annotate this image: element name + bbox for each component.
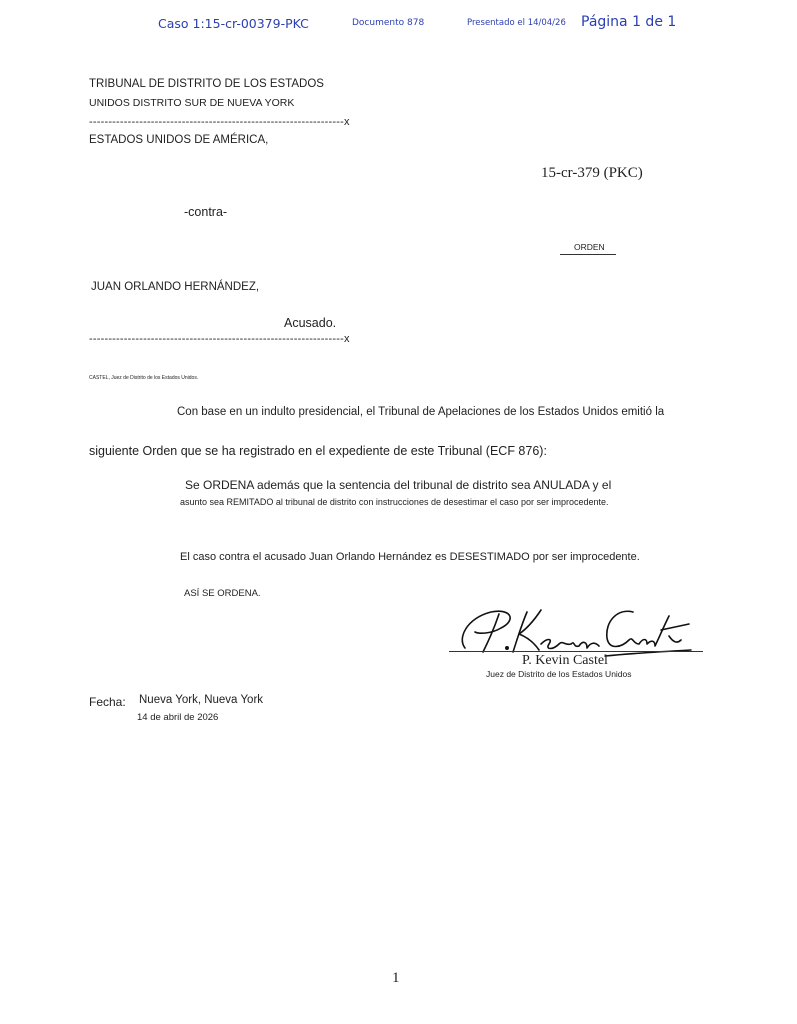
signature-line [449, 651, 703, 652]
case-number: 15-cr-379 (PKC) [541, 165, 643, 181]
dismissal-paragraph: El caso contra el acusado Juan Orlando Hernández es DESESTIMADO por ser improcedente. [180, 551, 640, 563]
versus-label: -contra- [184, 205, 228, 219]
court-name-line-1: TRIBUNAL DE DISTRITO DE LOS ESTADOS [89, 78, 324, 90]
judge-attribution: CASTEL, Juez de Distrito de los Estados Unidos. [89, 375, 199, 381]
document-number-header: Documento 878 [352, 18, 425, 28]
filed-date-header: Presentado el 14/04/26 [467, 18, 566, 28]
document-type: ORDEN [574, 242, 605, 252]
court-name-line-2: UNIDOS DISTRITO SUR DE NUEVA YORK [89, 97, 295, 109]
quoted-order-line-1: Se ORDENA además que la sentencia del tribunal de distrito sea ANULADA y el [185, 478, 612, 492]
quoted-order-line-2: asunto sea REMITADO al tribunal de distrito con instrucciones de desestimar el caso por ser improcedente. [180, 497, 609, 507]
page-count-header: Página 1 de 1 [581, 14, 677, 30]
defendant-name: JUAN ORLANDO HERNÁNDEZ, [91, 281, 260, 293]
signer-name: P. Kevin Castel [522, 653, 608, 668]
document-type-underline [560, 254, 616, 255]
so-ordered: ASÍ SE ORDENA. [184, 588, 261, 599]
body-paragraph-1-line-1: Con base en un indulto presidencial, el Tribunal de Apelaciones de los Estados Unidos emitió la [177, 406, 665, 418]
date-place: Nueva York, Nueva York [139, 694, 264, 706]
date-label: Fecha: [89, 695, 126, 709]
caption-bottom-rule: ------------------------------------------------------------------x [89, 333, 350, 345]
caption-top-rule: ------------------------------------------------------------------x [89, 116, 350, 128]
date-value: 14 de abril de 2026 [137, 712, 219, 723]
body-paragraph-1-line-2: siguiente Orden que se ha registrado en el expediente de este Tribunal (ECF 876): [89, 444, 547, 458]
case-number-header: Caso 1:15-cr-00379-PKC [158, 16, 309, 31]
defendant-role: Acusado. [284, 316, 337, 330]
plaintiff-name: ESTADOS UNIDOS DE AMÉRICA, [89, 134, 269, 146]
signer-title: Juez de Distrito de los Estados Unidos [486, 669, 632, 679]
page-number: 1 [392, 970, 400, 986]
